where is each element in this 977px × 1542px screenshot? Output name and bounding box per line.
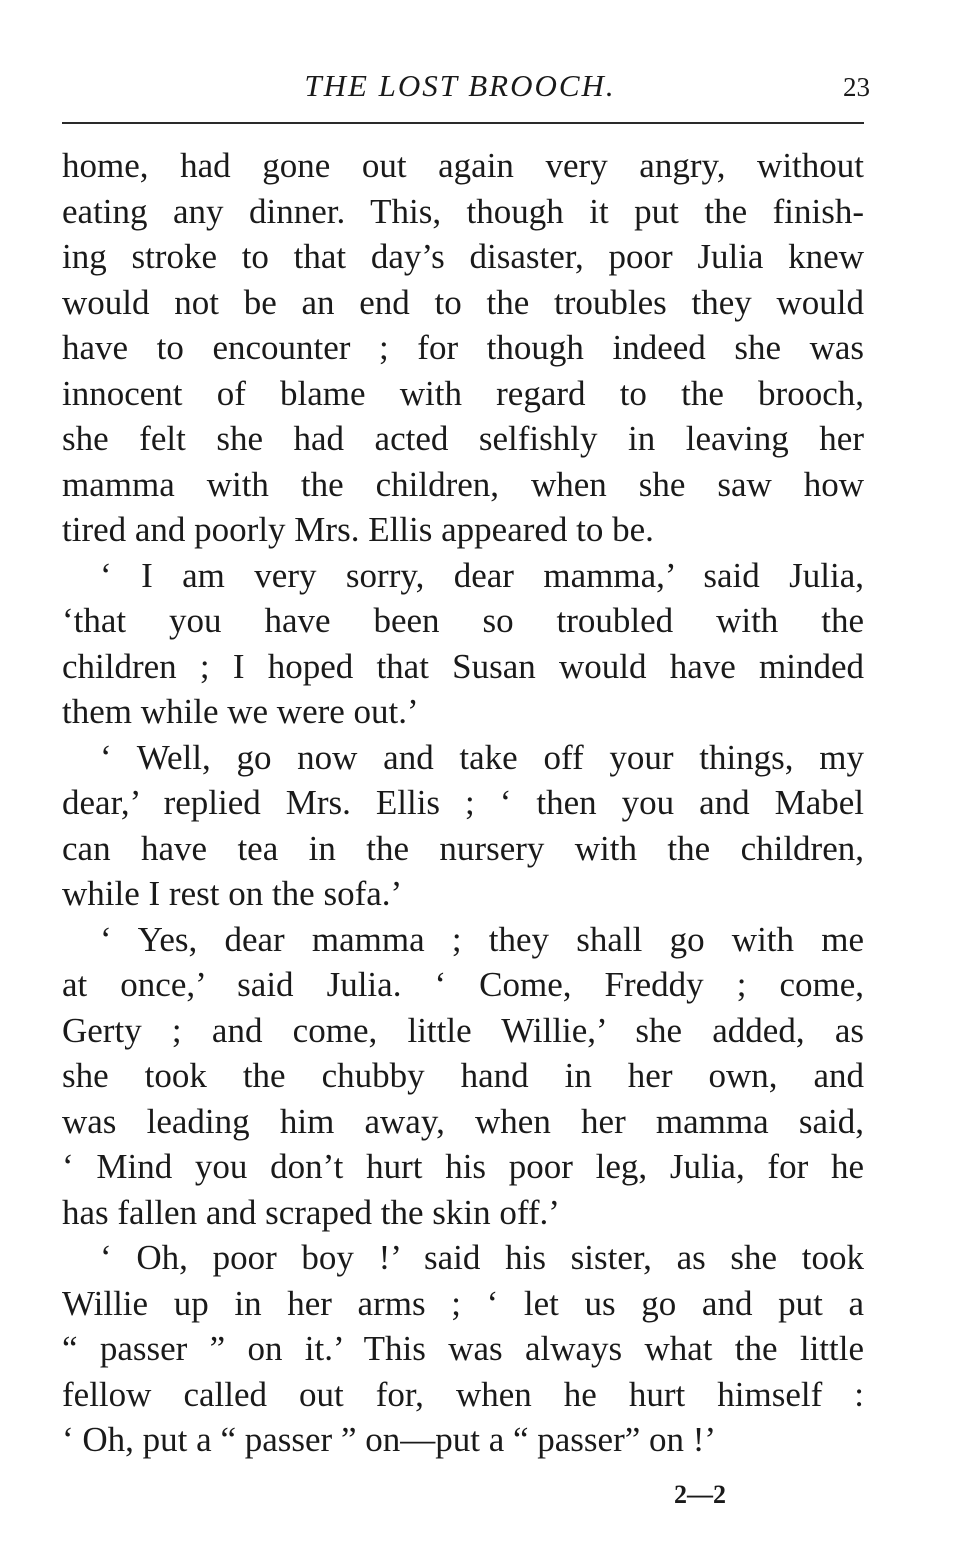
text-line: has fallen and scraped the skin off.’: [62, 1192, 560, 1232]
text-line: ‘ I am very sorry, dear mamma,’ said Julia,: [100, 555, 864, 595]
running-title: THE LOST BROOCH.: [304, 68, 616, 103]
text-line: children ; I hoped that Susan would have minded: [62, 646, 864, 686]
text-line: she felt she had acted selfishly in leaving her: [62, 419, 864, 458]
text-line: ‘ Yes, dear mamma ; they shall go with me: [100, 919, 864, 959]
text-line: ‘ Well, go now and take off your things, my: [100, 737, 864, 777]
text-line: Gerty ; and come, little Willie,’ she added, as: [62, 1010, 864, 1050]
text-line: home, had gone out again very angry, without: [62, 146, 864, 185]
text-line: Willie up in her arms ; ‘ let us go and put a: [62, 1283, 864, 1323]
page-number: 23: [843, 72, 870, 102]
text-line: dear,’ replied Mrs. Ellis ; ‘ then you and Mabel: [62, 783, 864, 822]
text-line: ‘ Mind you don’t hurt his poor leg, Julia, for he: [62, 1147, 864, 1186]
text-line: ‘that you have been so troubled with the: [62, 601, 864, 640]
text-line: fellow called out for, when he hurt himself :: [62, 1374, 864, 1414]
text-line: she took the chubby hand in her own, and: [62, 1056, 864, 1095]
text-line: was leading him away, when her mamma said,: [62, 1101, 864, 1141]
text-line: ing stroke to that day’s disaster, poor Julia knew: [62, 237, 864, 276]
text-line: at once,’ said Julia. ‘ Come, Freddy ; come,: [62, 965, 864, 1004]
text-line: innocent of blame with regard to the brooch,: [62, 373, 864, 413]
text-line: them while we were out.’: [62, 692, 419, 731]
text-line: mamma with the children, when she saw how: [62, 464, 864, 504]
body-text: [62, 143, 864, 1463]
text-line: can have tea in the nursery with the children,: [62, 828, 864, 868]
text-line: “ passer ” on it.’ This was always what the little: [62, 1329, 864, 1368]
text-line: ‘ Oh, poor boy !’ said his sister, as she took: [100, 1238, 864, 1277]
text-line: eating any dinner. This, though it put the finish-: [62, 191, 864, 231]
text-line: tired and poorly Mrs. Ellis appeared to be.: [62, 510, 654, 549]
text-line: would not be an end to the troubles they would: [62, 282, 864, 322]
text-line: ‘ Oh, put a “ passer ” on—put a “ passer” on !’: [62, 1420, 717, 1459]
header-rule: [62, 122, 864, 124]
text-line: while I rest on the sofa.’: [62, 874, 403, 913]
text-line: have to encounter ; for though indeed she was: [62, 328, 864, 367]
signature-mark: 2—2: [674, 1480, 726, 1509]
